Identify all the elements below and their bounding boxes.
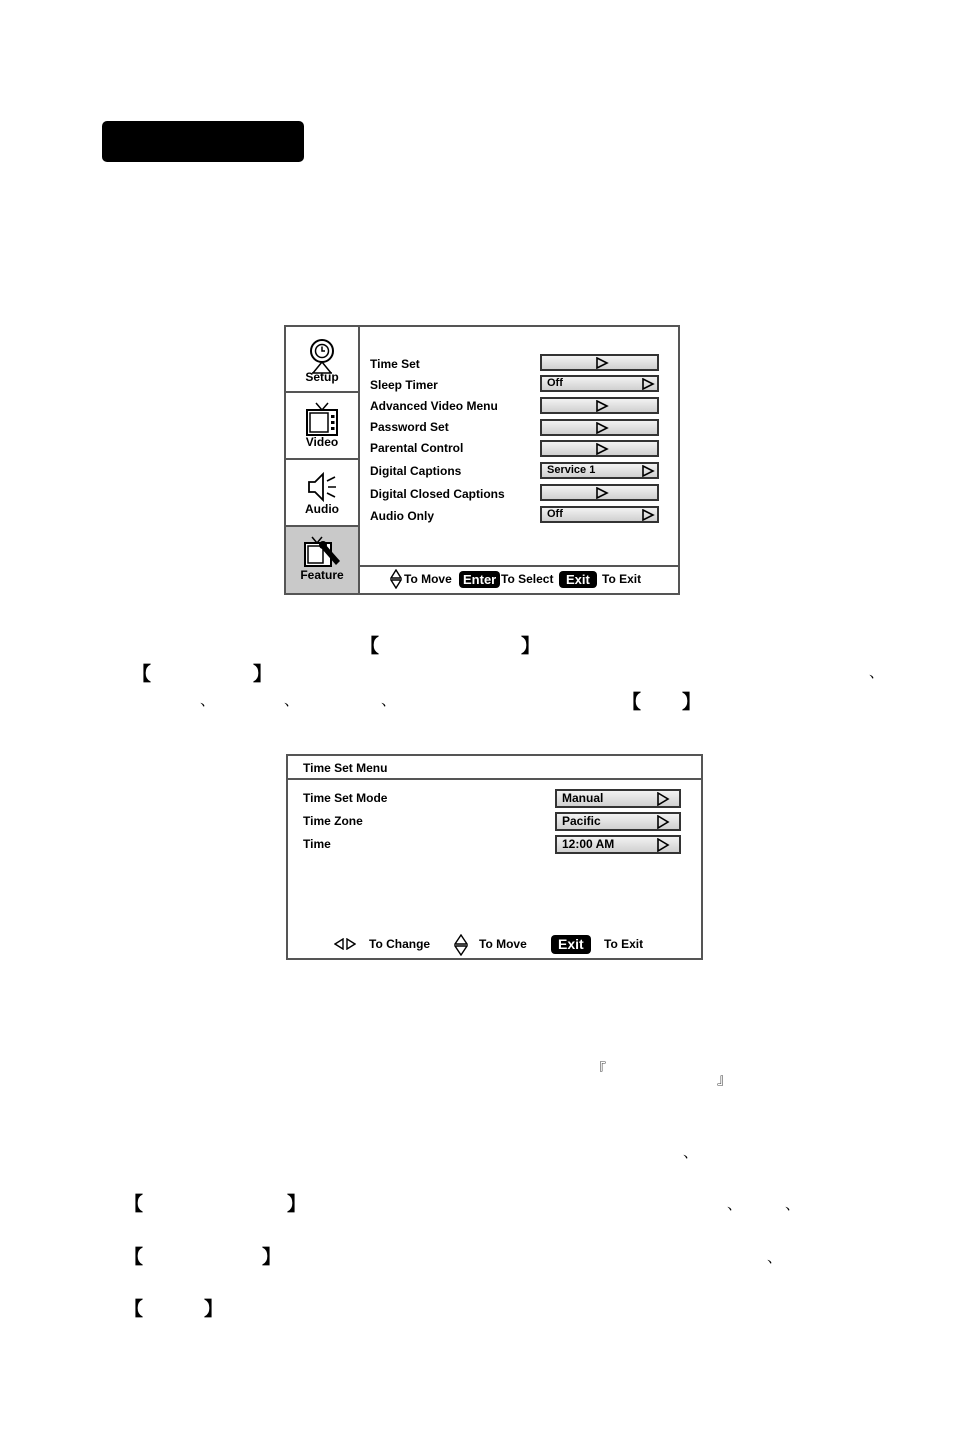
- menu-item-time-zone[interactable]: Time Zone: [303, 814, 363, 828]
- time-zone-value: Pacific: [562, 814, 601, 828]
- digital-closed-captions-value-box[interactable]: [540, 484, 659, 501]
- arrow-right-icon: [656, 792, 670, 806]
- digital-captions-value-box[interactable]: [540, 462, 659, 479]
- audio-only-value-box[interactable]: [540, 506, 659, 523]
- section-header-tab: [102, 121, 304, 162]
- menu-item-time[interactable]: Time: [303, 837, 331, 851]
- footer-change-text: To Change: [369, 937, 431, 951]
- up-down-arrow-icon: [390, 569, 402, 589]
- feature-menu-panel: [284, 325, 680, 595]
- speaker-icon: [305, 471, 339, 503]
- open-quote: 『: [591, 1060, 607, 1078]
- arrow-right-icon: [641, 465, 655, 477]
- sidebar-tab-video[interactable]: [286, 393, 358, 460]
- close-quote: 』: [717, 1070, 733, 1088]
- menu-item-audio-only[interactable]: Audio Only: [370, 509, 434, 523]
- open-bracket: 【: [124, 1298, 144, 1320]
- audio-only-value: Off: [547, 508, 563, 520]
- sidebar-label: Setup: [305, 370, 339, 384]
- time-set-mode-value-box[interactable]: [555, 789, 681, 808]
- comma: 、: [200, 691, 216, 709]
- tv-icon: [304, 401, 340, 437]
- time-set-menu-title: Time Set Menu: [288, 756, 701, 780]
- comma: 、: [727, 1195, 743, 1213]
- arrow-right-icon: [641, 378, 655, 390]
- menu-item-digital-closed-captions[interactable]: Digital Closed Captions: [370, 487, 505, 501]
- sidebar-label: Video: [305, 435, 339, 449]
- arrow-right-icon: [595, 357, 609, 369]
- time-value-box[interactable]: [555, 835, 681, 854]
- time-set-menu-panel: [286, 754, 703, 960]
- footer-move-text: To Move: [404, 572, 452, 586]
- close-bracket: 】: [682, 691, 702, 713]
- footer-exit-text: To Exit: [604, 937, 644, 951]
- up-down-arrow-icon: [454, 934, 468, 956]
- left-right-arrow-icon: [334, 938, 356, 950]
- comma: 、: [284, 691, 300, 709]
- arrow-right-icon: [595, 400, 609, 412]
- footer-exit-text: To Exit: [602, 572, 642, 586]
- menu-item-parental-control[interactable]: Parental Control: [370, 441, 464, 455]
- time-zone-value-box[interactable]: [555, 812, 681, 831]
- menu-item-advanced-video[interactable]: Advanced Video Menu: [370, 399, 498, 413]
- exit-key-badge: Exit: [551, 935, 591, 954]
- open-bracket: 【: [124, 1246, 144, 1268]
- menu-item-time-set[interactable]: Time Set: [370, 357, 420, 371]
- menu-item-digital-captions[interactable]: Digital Captions: [370, 464, 462, 478]
- time-set-value-box[interactable]: [540, 354, 659, 371]
- open-bracket: 【: [360, 635, 380, 657]
- sidebar-label: Audio: [305, 502, 339, 516]
- open-bracket: 【: [132, 663, 152, 685]
- close-bracket: 】: [204, 1298, 224, 1320]
- sidebar-tab-feature[interactable]: [286, 527, 358, 593]
- open-bracket: 【: [622, 691, 642, 713]
- comma: 、: [785, 1195, 801, 1213]
- arrow-right-icon: [595, 443, 609, 455]
- sidebar-tab-audio[interactable]: [286, 460, 358, 527]
- menu-item-time-set-mode[interactable]: Time Set Mode: [303, 791, 388, 805]
- sidebar-label: Feature: [300, 568, 344, 582]
- time-set-mode-value: Manual: [562, 791, 604, 805]
- arrow-right-icon: [595, 422, 609, 434]
- menu-item-sleep-timer[interactable]: Sleep Timer: [370, 378, 438, 392]
- footer-select-text: To Select: [501, 572, 554, 586]
- open-bracket: 【: [124, 1193, 144, 1215]
- time-value: 12:00 AM: [562, 837, 615, 851]
- menu-item-password-set[interactable]: Password Set: [370, 420, 449, 434]
- sleep-timer-value-box[interactable]: [540, 375, 659, 392]
- close-bracket: 】: [521, 635, 541, 657]
- advanced-video-value-box[interactable]: [540, 397, 659, 414]
- close-bracket: 】: [262, 1246, 282, 1268]
- arrow-right-icon: [595, 487, 609, 499]
- footer-move-text: To Move: [479, 937, 527, 951]
- arrow-right-icon: [656, 815, 670, 829]
- comma: 、: [381, 691, 397, 709]
- sidebar-tab-setup[interactable]: [286, 327, 358, 393]
- arrow-right-icon: [641, 509, 655, 521]
- password-set-value-box[interactable]: [540, 419, 659, 436]
- parental-control-value-box[interactable]: [540, 440, 659, 457]
- comma: 、: [683, 1143, 699, 1161]
- menu-sidebar: [286, 327, 360, 593]
- close-bracket: 】: [287, 1193, 307, 1215]
- arrow-right-icon: [656, 838, 670, 852]
- feature-tools-icon: [302, 535, 342, 571]
- sleep-timer-value: Off: [547, 377, 563, 389]
- enter-key-badge: Enter: [459, 571, 500, 588]
- close-bracket: 】: [253, 663, 273, 685]
- feature-menu-footer: [360, 565, 678, 593]
- comma: 、: [869, 663, 885, 681]
- digital-captions-value: Service 1: [547, 464, 596, 476]
- comma: 、: [767, 1248, 783, 1266]
- exit-key-badge: Exit: [559, 571, 597, 588]
